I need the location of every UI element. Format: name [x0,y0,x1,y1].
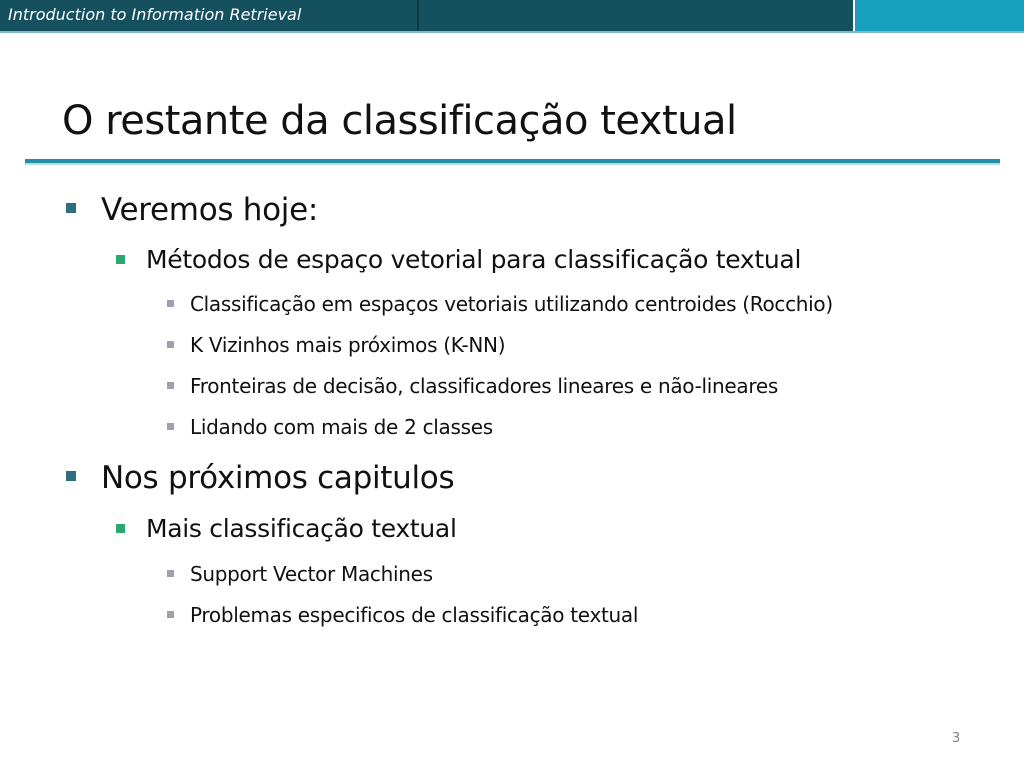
bullet-item-level3: Problemas especificos de classificação textual [190,603,639,627]
bullet-marker-level3 [167,570,174,577]
bullet-item-level2: Métodos de espaço vetorial para classificação textual [146,245,802,274]
bullet-marker-level1 [66,203,76,213]
bullet-item-level3: Lidando com mais de 2 classes [190,415,493,439]
bullet-marker-level3 [167,611,174,618]
bullet-item-level3: Fronteiras de decisão, classificadores lineares e não-lineares [190,374,778,398]
page-number: 3 [952,731,961,746]
bullet-marker-level1 [66,471,76,481]
bullet-marker-level2 [116,255,125,264]
bullet-marker-level3 [167,341,174,348]
bullet-item-level2: Mais classificação textual [146,514,457,543]
bullet-item-level3: K Vizinhos mais próximos (K-NN) [190,333,506,357]
slide-title: O restante da classificação textual [62,98,737,144]
bullet-item-level3: Classificação em espaços vetoriais utilizando centroides (Rocchio) [190,292,833,316]
bullet-marker-level2 [116,524,125,533]
bullet-item-level3: Support Vector Machines [190,562,433,586]
bullet-marker-level3 [167,423,174,430]
bullet-marker-level3 [167,382,174,389]
course-title: Introduction to Information Retrieval [8,5,302,24]
bullet-item-level1: Veremos hoje: [101,192,319,228]
bullet-item-level1: Nos próximos capitulos [101,460,455,496]
bullet-marker-level3 [167,300,174,307]
